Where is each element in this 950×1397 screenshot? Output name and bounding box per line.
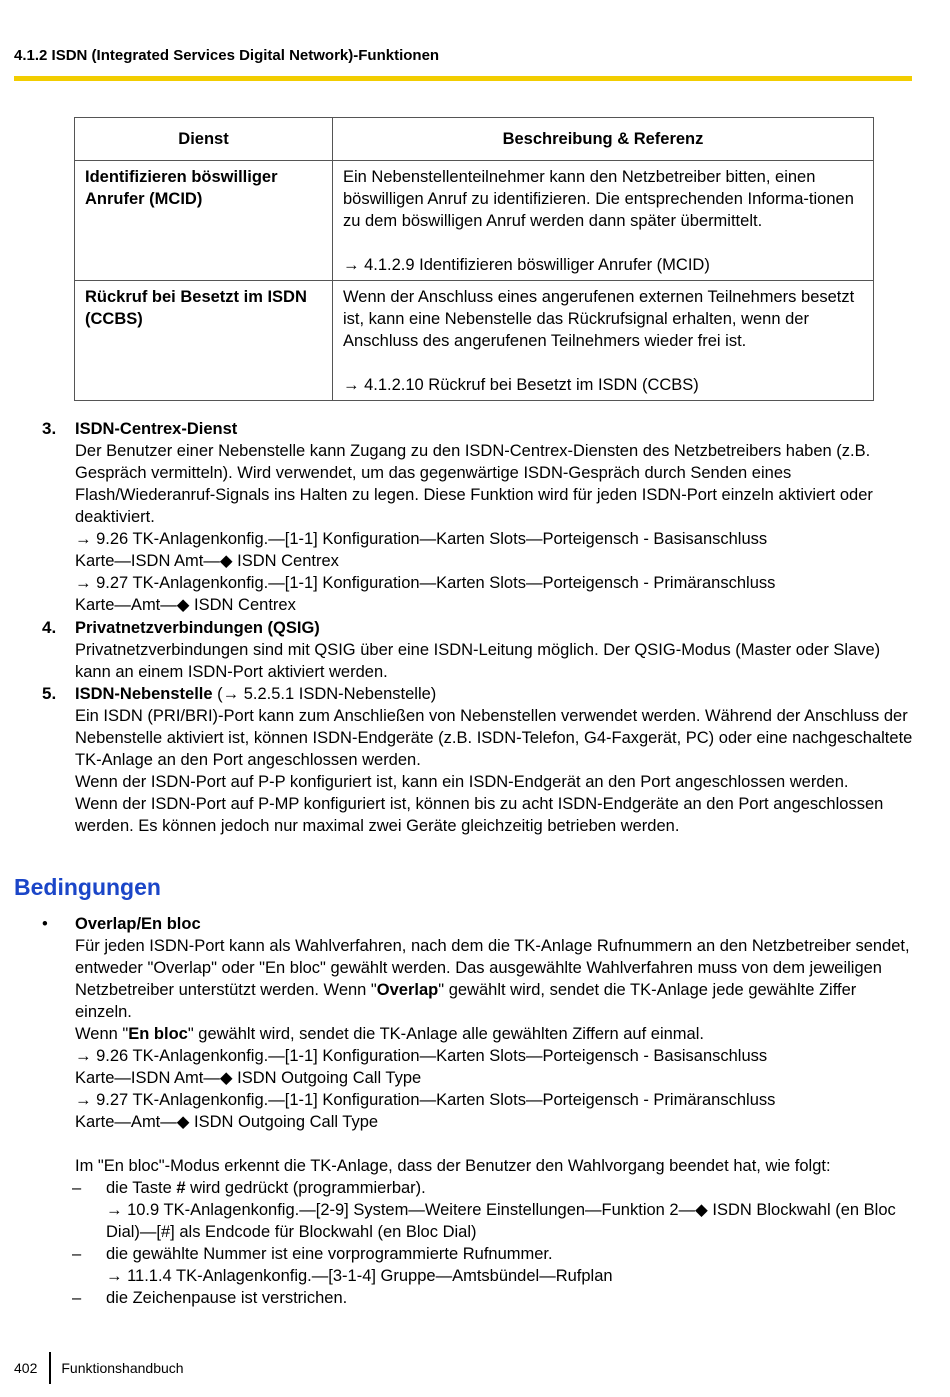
service-name: Identifizieren böswilliger Anrufer (MCID) [75,161,333,281]
page-number: 402 [14,1360,38,1376]
footer-label: Funktionshandbuch [61,1360,184,1376]
dash-icon: – [72,1179,82,1197]
reference-link[interactable]: (→ 5.2.5.1 ISDN-Nebenstelle) [212,685,437,703]
service-description [333,281,874,401]
reference-link[interactable]: → 4.1.2.10 Rückruf bei Besetzt im ISDN (CCBS) [343,376,699,394]
column-header-description: Beschreibung & Referenz [333,118,874,161]
section-text: Ein ISDN (PRI/BRI)-Port kann zum Anschließen von Nebenstellen verwendet werden. Während der Anschluss der Nebenstelle aktiviert ist, können ISDN-Endgeräte (z.B. ISDN-Telefon, G4-Faxgerät, PC) oder eine nachgeschaltete TK-Anlage an den Port angeschlossen werden. [75,707,913,769]
reference-link[interactable]: → 4.1.2.9 Identifizieren böswilliger Anrufer (MCID) [343,256,710,274]
section-text: Wenn der ISDN-Port auf P-P konfiguriert ist, kann ein ISDN-Endgerät an den Port angeschlossen werden. [75,773,849,791]
conditions-list [42,913,914,1309]
section-isdn-extension [42,683,914,837]
reference-link[interactable]: → 11.1.4 TK-Anlagenkonfig.—[3-1-4] Gruppe—Amtsbündel—Rufplan [106,1267,613,1285]
dash-list-item: – die Taste # wird gedrückt (programmierbar). [72,1179,426,1197]
section-isdn-centrex [42,418,914,616]
header-rule [14,76,912,81]
service-description [333,161,874,281]
bullet-icon: • [42,915,48,933]
reference-link-cont[interactable]: Karte—Amt—◆ ISDN Centrex [75,596,296,614]
reference-link-cont[interactable]: Karte—Amt—◆ ISDN Outgoing Call Type [75,1113,379,1131]
section-number: 4. [42,618,57,637]
condition-text: Für jeden ISDN-Port kann als Wahlverfahren, nach dem die TK-Anlage Rufnummern an den Netzbetreiber sendet, entweder "Overlap" oder "En bloc" gewählt werden. Das ausgewählte Wahlverfahren muss von dem jeweiligen Netzbetreiber unterstützt werden. Wenn "Overlap" gewählt wird, sendet die TK-Anlage jede gewählte Ziffer einzeln. [75,937,910,1021]
page-footer [14,1352,184,1384]
service-table [74,117,874,401]
table-row [75,161,874,281]
reference-link-cont[interactable]: Karte—ISDN Amt—◆ ISDN Centrex [75,552,339,570]
footer-divider [49,1352,51,1384]
dash-list-item: – die gewählte Nummer ist eine vorprogrammierte Rufnummer. [72,1245,553,1263]
condition-text: Wenn "En bloc" gewählt wird, sendet die TK-Anlage alle gewählten Ziffern auf einmal. [75,1025,704,1043]
section-qsig [42,617,914,683]
reference-link[interactable]: → 9.26 TK-Anlagenkonfig.—[1-1] Konfiguration—Karten Slots—Porteigensch - Basisanschluss [75,1047,768,1065]
dash-icon: – [72,1245,82,1263]
dash-icon: – [72,1289,82,1307]
description-text: Ein Nebenstellenteilnehmer kann den Netzbetreiber bitten, einen böswilligen Anruf zu identifizieren. Die entsprechenden Informa-tionen zu dem böswilligen Anruf werden dann später übermittelt. [343,168,854,230]
section-number: 5. [42,684,57,703]
table-row [75,281,874,401]
column-header-service: Dienst [75,118,333,161]
section-title: Privatnetzverbindungen (QSIG) [75,619,320,637]
condition-text: Im "En bloc"-Modus erkennt die TK-Anlage, dass der Benutzer den Wahlvorgang beendet hat, wie folgt: [75,1157,831,1175]
section-number: 3. [42,419,57,438]
condition-title: Overlap/En bloc [75,915,201,933]
table-header-row [75,118,874,161]
section-title: ISDN-Centrex-Dienst [75,420,238,438]
section-text: Privatnetzverbindungen sind mit QSIG über eine ISDN-Leitung möglich. Der QSIG-Modus (Master oder Slave) kann an einem ISDN-Port aktiviert werden. [75,641,881,681]
description-text: Wenn der Anschluss eines angerufenen externen Teilnehmers besetzt ist, kann eine Nebenstelle das Rückrufsignal erhalten, wenn der Anschluss des angerufenen Teilnehmers wieder frei ist. [343,288,855,350]
section-header-title: 4.1.2 ISDN (Integrated Services Digital Network)-Funktionen [14,47,440,64]
reference-link[interactable]: → 10.9 TK-Anlagenkonfig.—[2-9] System—Weitere Einstellungen—Funktion 2—◆ ISDN Blockwahl (en Bloc Dial)—[#] als Endcode für Blockwahl (en Bloc Dial) [106,1201,896,1241]
section-text: Wenn der ISDN-Port auf P-MP konfiguriert ist, können bis zu acht ISDN-Endgeräte an den Port angeschlossen werden. Es können jedoch nur maximal zwei Geräte gleichzeitig betrieben werden. [75,795,884,835]
reference-link[interactable]: → 9.27 TK-Anlagenkonfig.—[1-1] Konfiguration—Karten Slots—Porteigensch - Primäranschluss [75,1091,776,1109]
reference-link[interactable]: → 9.27 TK-Anlagenkonfig.—[1-1] Konfiguration—Karten Slots—Porteigensch - Primäranschluss [75,574,776,592]
service-name: Rückruf bei Besetzt im ISDN (CCBS) [75,281,333,401]
reference-link-cont[interactable]: Karte—ISDN Amt—◆ ISDN Outgoing Call Type [75,1069,422,1087]
conditions-heading: Bedingungen [14,874,161,900]
section-text: Der Benutzer einer Nebenstelle kann Zugang zu den ISDN-Centrex-Diensten des Netzbetreibers haben (z.B. Gespräch vermitteln). Wird verwendet, um das gegenwärtige ISDN-Gespräch durch Senden eines Flash/Wiederanruf-Signals ins Halten zu legen. Diese Funktion wird für jeden ISDN-Port einzeln aktiviert oder deaktiviert. [75,442,873,526]
section-title: ISDN-Nebenstelle [75,685,213,703]
reference-link[interactable]: → 9.26 TK-Anlagenkonfig.—[1-1] Konfiguration—Karten Slots—Porteigensch - Basisanschluss [75,530,768,548]
dash-list-item: – die Zeichenpause ist verstrichen. [72,1289,348,1307]
